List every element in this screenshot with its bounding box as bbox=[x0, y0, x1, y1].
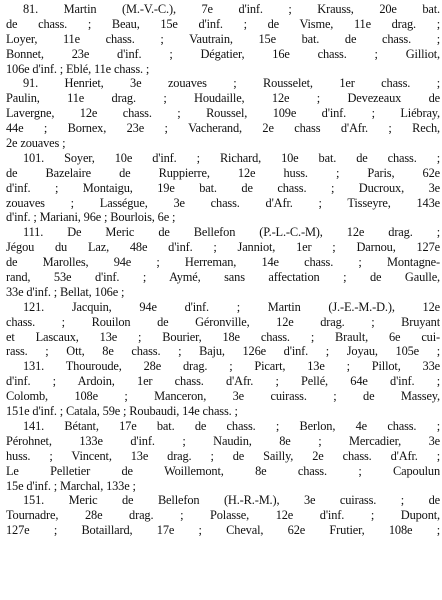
text-line: huss. ; Vincent, 13e drag. ; de Sailly, 2e chass. d'Afr. ; bbox=[6, 448, 440, 463]
text-line: Loyer, 11e chass. ; Vautrain, 15e bat. de chass. ; bbox=[6, 31, 440, 46]
text-line: 81. Martin (M.-V.-C.), 7e d'inf. ; Krauss, 20e bat. bbox=[23, 2, 440, 16]
text-line: chass. ; Rouilon de Géronville, 12e drag. ; Bruyant bbox=[6, 314, 440, 329]
text-line: 101. Soyer, 10e d'inf. ; Richard, 10e bat. de chass. ; bbox=[23, 150, 440, 165]
text-line: rass. ; Ott, 8e chass. ; Baju, 126e d'inf. ; Joyau, 105e ; bbox=[6, 344, 440, 359]
text-line: zouaves ; Lasségue, 3e chass. d'Afr. ; Tisseyre, 143e bbox=[6, 195, 440, 210]
text-line: 44e ; Bornex, 23e ; Vacherand, 2e chass d'Afr. ; Rech, bbox=[6, 121, 440, 136]
text-line: de Bazelaire de Ruppierre, 12e huss. ; Paris, 62e bbox=[6, 165, 440, 180]
text-line: Le Pelletier de Woillemont, 8e chass. ; Capoulun bbox=[6, 463, 440, 478]
text-line: 127e ; Botaillard, 17e ; Cheval, 62e Frutier, 108e ; bbox=[6, 523, 440, 538]
text-line: Tournadre, 28e drag. ; Polasse, 12e d'inf. ; Dupont, bbox=[6, 508, 440, 523]
text-line: 151. Meric de Bellefon (H.-R.-M.), 3e cuirass. ; de bbox=[23, 493, 440, 508]
text-line: 121. Jacquin, 94e d'inf. ; Martin (J.-E.-M.-D.), 12e bbox=[23, 299, 440, 314]
text-line: d'inf. ; Montaigu, 19e bat. de chass. ; Ducroux, 3e bbox=[6, 180, 440, 195]
text-line: d'inf. ; Ardoin, 1er chass. d'Afr. ; Pellé, 64e d'inf. ; bbox=[6, 374, 440, 389]
text-line: et Lascaux, 13e ; Bourier, 18e chass. ; Brault, 6e cui- bbox=[6, 329, 440, 344]
text-line: Pérohnet, 133e d'inf. ; Naudin, 8e ; Mercadier, 3e bbox=[6, 433, 440, 448]
text-block bbox=[6, 2, 440, 538]
text-line: 106e d'inf. ; Eblé, 11e chass. ; bbox=[6, 61, 150, 76]
text-line: 151e d'inf. ; Catala, 59e ; Roubaudi, 14e chass. ; bbox=[6, 404, 238, 419]
text-line: Bonnet, 23e d'inf. ; Dégatier, 16e chass. ; Gilliot, bbox=[6, 46, 440, 61]
text-line: Lavergne, 12e chass. ; Roussel, 109e d'inf. ; Liébray, bbox=[6, 106, 440, 121]
text-line: 33e d'inf. ; Bellat, 106e ; bbox=[6, 284, 125, 299]
text-line: 111. De Meric de Bellefon (P.-L.-C.-M), 12e drag. ; bbox=[23, 225, 440, 240]
text-line: 2e zouaves ; bbox=[6, 136, 66, 151]
text-line: d'inf. ; Mariani, 96e ; Bourlois, 6e ; bbox=[6, 210, 176, 225]
text-line: de Marolles, 94e ; Herreman, 14e chass. ; Montagne- bbox=[6, 255, 440, 270]
text-line: 141. Bétant, 17e bat. de chass. ; Berlon, 4e chass. ; bbox=[23, 418, 440, 433]
text-line: de chass. ; Beau, 15e d'inf. ; de Visme, 11e drag. ; bbox=[6, 16, 440, 31]
text-line: Jégou du Laz, 48e d'inf. ; Janniot, 1er ; Darnou, 127e bbox=[6, 240, 440, 255]
text-line: Paulin, 11e drag. ; Houdaille, 12e ; Devezeaux de bbox=[6, 91, 440, 106]
text-line: 15e d'inf. ; Marchal, 133e ; bbox=[6, 478, 136, 493]
text-line: 91. Henriet, 3e zouaves ; Rousselet, 1er chass. ; bbox=[23, 76, 440, 91]
text-line: Colomb, 108e ; Manceron, 3e cuirass. ; de Massey, bbox=[6, 389, 440, 404]
text-line: 131. Thouroude, 28e drag. ; Picart, 13e ; Pillot, 33e bbox=[23, 359, 440, 374]
text-line: rand, 53e d'inf. ; Aymé, sans affectation ; de Gaulle, bbox=[6, 270, 440, 285]
